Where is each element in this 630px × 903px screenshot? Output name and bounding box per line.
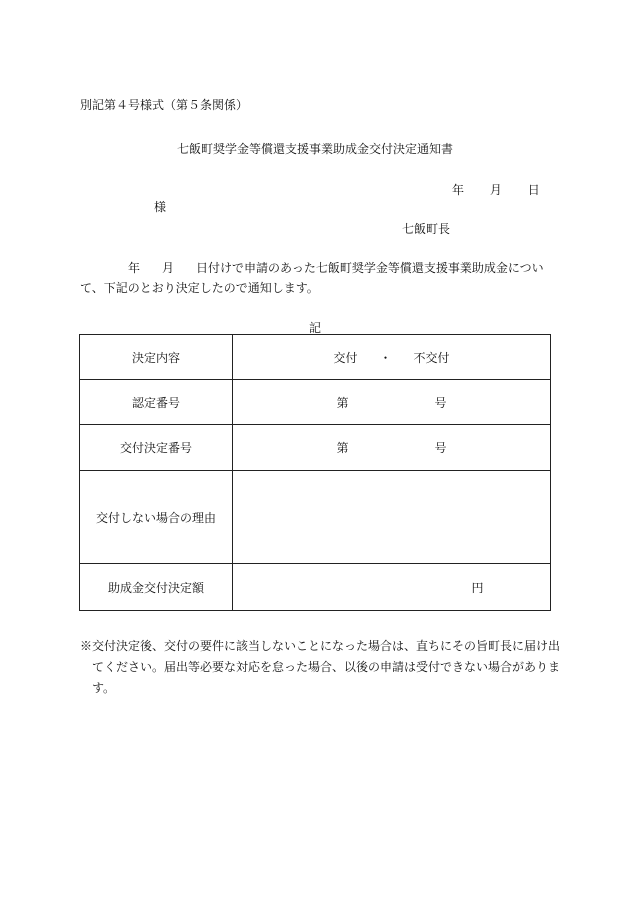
- option-separator: ・: [379, 350, 392, 365]
- table-row: [80, 380, 551, 425]
- number-prefix: 第: [336, 441, 349, 455]
- row-value-decision: [233, 335, 551, 380]
- document-title: 七飯町奨学金等償還支援事業助成金交付決定通知書: [176, 142, 453, 156]
- issue-date: [452, 181, 540, 198]
- date-year: 年: [452, 183, 465, 197]
- form-number: 別記第４号様式（第５条関係）: [80, 98, 249, 112]
- row-label-decision-number: 交付決定番号: [80, 425, 233, 471]
- table-row: [80, 564, 551, 611]
- row-value-amount: [233, 564, 551, 611]
- row-value-certification-number: [233, 380, 551, 425]
- table-row: [80, 425, 551, 471]
- no-grant-option: 不交付: [413, 350, 450, 365]
- footnote-text: ※交付決定後、交付の要件に該当しないことになった場合は、直ちにその旨町長に届け出てください。届出等必要な対応を怠った場合、以後の申請は受付できない場合があります。: [80, 639, 561, 695]
- row-label-amount: 助成金交付決定額: [80, 564, 233, 611]
- notice-body: [80, 258, 555, 298]
- row-label-decision: 決定内容: [80, 335, 233, 380]
- ki-heading: 記: [308, 321, 321, 335]
- footnote: [80, 636, 560, 699]
- number-suffix: 号: [434, 395, 447, 410]
- row-value-reason: [233, 471, 551, 564]
- body-year: 年: [128, 261, 141, 275]
- row-label-reason: 交付しない場合の理由: [80, 471, 233, 564]
- row-label-certification-number: 認定番号: [80, 380, 233, 425]
- decision-table: [79, 334, 551, 611]
- date-day: 日: [527, 183, 540, 197]
- body-month: 月: [162, 261, 175, 275]
- row-value-decision-number: [233, 425, 551, 471]
- date-month: 月: [489, 183, 502, 197]
- number-prefix: 第: [336, 395, 349, 410]
- number-suffix: 号: [434, 441, 447, 455]
- table-row: [80, 335, 551, 380]
- recipient-suffix: 様: [154, 200, 167, 214]
- body-text: 日付けで申請のあった七飯町奨学金等償還支援事業助成金について、下記のとおり決定したので通知します。: [80, 261, 544, 295]
- issuer-name: 七飯町長: [402, 222, 451, 236]
- table-row: [80, 471, 551, 564]
- yen-unit: 円: [471, 580, 484, 595]
- grant-option: 交付: [333, 350, 358, 365]
